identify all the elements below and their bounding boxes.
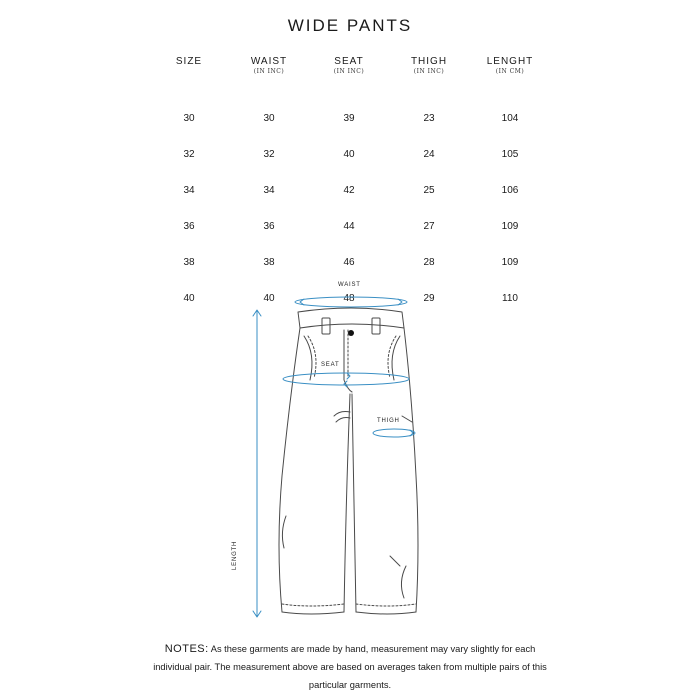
- pants-inseam-right: [352, 394, 356, 612]
- column-header-thigh: THIGH (IN INC): [410, 56, 448, 75]
- cell-waist: 38: [263, 256, 275, 268]
- waist-label: WAIST: [338, 282, 361, 288]
- thigh-label: THIGH: [377, 418, 400, 424]
- pants-outer-left: [279, 328, 300, 612]
- cell-length: 104: [501, 112, 519, 124]
- pants-waistband-outline: [298, 308, 404, 328]
- cell-seat: 39: [343, 112, 355, 124]
- cell-size: 36: [183, 220, 195, 232]
- notes-text: As these garments are made by hand, measurement may vary slightly for each individual pair. The measurement above are based on averages taken from multiple pairs of this particular garments.: [153, 644, 547, 690]
- column-header-seat: SEAT (IN INC): [333, 56, 365, 75]
- cell-seat: 44: [343, 220, 355, 232]
- belt-loop: [372, 318, 380, 334]
- column-header-size: SIZE: [175, 56, 203, 67]
- cell-waist: 40: [263, 292, 275, 304]
- column-header-length: LENGHT (IN CM): [486, 56, 534, 75]
- cell-thigh: 24: [423, 148, 435, 160]
- cell-size: 32: [183, 148, 195, 160]
- pocket-left: [304, 336, 312, 380]
- table-header-row: [150, 56, 550, 100]
- notes-heading: NOTES:: [164, 643, 209, 655]
- cell-waist: 30: [263, 112, 275, 124]
- belt-loop: [322, 318, 330, 334]
- cell-length: 105: [501, 148, 519, 160]
- table-row: [150, 136, 550, 172]
- cell-length: 106: [501, 184, 519, 196]
- seat-measure-ellipse: [283, 373, 409, 385]
- cell-length: 110: [502, 292, 518, 304]
- cell-size: 40: [183, 292, 195, 304]
- pants-measurement-diagram: [240, 276, 460, 626]
- cell-seat: 40: [343, 148, 355, 160]
- pocket-right: [392, 336, 400, 380]
- thigh-measure-ellipse: [373, 429, 415, 437]
- pants-outer-right: [404, 328, 418, 612]
- cell-length: 109: [501, 220, 519, 232]
- cell-size: 38: [183, 256, 195, 268]
- table-row: [150, 100, 550, 136]
- cell-size: 34: [183, 184, 195, 196]
- pants-hem-left: [282, 612, 344, 614]
- cell-waist: 32: [263, 148, 275, 160]
- table-row: [150, 208, 550, 244]
- cell-size: 30: [183, 112, 195, 124]
- cell-length: 109: [501, 256, 519, 268]
- length-label: LENGTH: [232, 540, 238, 570]
- table-row: [150, 244, 550, 280]
- page-title: WIDE PANTS: [287, 16, 413, 35]
- pants-inseam-left: [344, 394, 350, 612]
- notes-paragraph: [150, 640, 550, 694]
- cell-thigh: 28: [423, 256, 435, 268]
- cell-seat: 42: [343, 184, 355, 196]
- cell-seat: 48: [343, 292, 355, 304]
- pants-hem-left-fold: [282, 604, 344, 606]
- cell-waist: 34: [263, 184, 275, 196]
- cell-seat: 46: [343, 256, 355, 268]
- cell-thigh: 27: [423, 220, 435, 232]
- cell-thigh: 23: [423, 112, 435, 124]
- seat-label: SEAT: [321, 362, 340, 368]
- cell-thigh: 29: [423, 292, 435, 304]
- pants-hem-right-fold: [356, 604, 416, 606]
- table-row: [150, 172, 550, 208]
- column-header-waist: WAIST (IN INC): [250, 56, 288, 75]
- pants-hem-right: [356, 612, 416, 614]
- cell-waist: 36: [263, 220, 275, 232]
- waist-measure-ellipse: [295, 297, 407, 307]
- button-icon: [348, 330, 354, 336]
- cell-thigh: 25: [423, 184, 435, 196]
